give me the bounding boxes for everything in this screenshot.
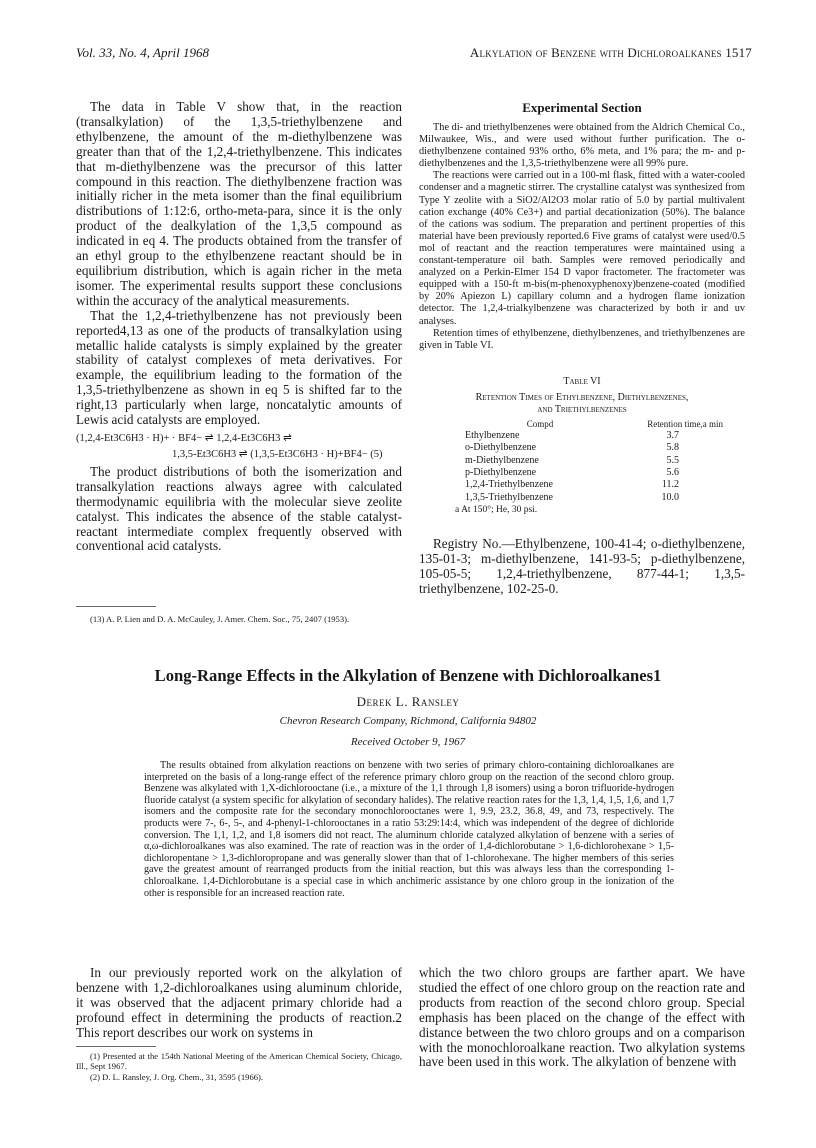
- table-vi: [419, 376, 745, 515]
- body-paragraph: That the 1,2,4-triethylbenzene has not previously been reported4,13 as one of the products of transalkylation using metallic halide catalysts is simply explained by the greater stability of catalyst complexes of meta derivatives. For example, the equilibrium leading to the formation of the 1,3,5-triethylbenzene as shown in eq 5 is shifted far to the right,13 particularly when large, noncatalytic amounts of Lewis acid catalysts are employed.: [76, 307, 402, 428]
- abstract: The results obtained from alkylation reactions on benzene with two series of primary chloro-containing dichloroalkanes are interpreted on the basis of a long-range effect of the reference primary chloro group on the reaction of the second chloro group. Benzene was alkylated with 1,X-dichlorooctane (i.e., a mixture of the 1,1 through 1,8 isomers) using a boron trifluoride-hydrogen fluoride catalyst (a system specific for alkylation of secondary halides). The relative reaction rates for the 1,3, 1,4, 1,5, 1,6, and 1,7 isomers and the composite rate for the secondary monochlorooctanes were 1, 9.9, 23.2, 36.8, 49, and 73, respectively. The products were 7-, 6-, 5-, and 4-phenyl-1-chlorooctanes in a ratio 53:29:14:4, which was independent of the degree of dichloride conversion. The 1,1, 1,2, and 1,8 isomers did not react. The aluminum chloride catalyzed alkylation of benzene with a series of α,ω-dichloroalkanes was also examined. The rate of reaction was in the order of 1,4-dichlorobutane > 1,6-dichlorohexane > 1,5-dichloropentane > 1,3-dichloropropane and was generally slower than that of 1-chlorohexane. The higher members of this series gave the greatest amount of rearranged products from the initial reaction, but this was always less than the corresponding 1-chloroalkane. 1,4-Dichlorobutane is a special case in which anchimeric assistance by one chloro group in the ionization of the other is responsible for an increased reaction rate.: [144, 760, 674, 899]
- table-row: [465, 442, 723, 454]
- retention-time-cell: 5.6: [666, 466, 679, 478]
- intro-right-column: [419, 966, 745, 1070]
- table-footnote: a At 150°; He, 30 psi.: [455, 504, 538, 515]
- equation-5-line-2: 1,3,5-Et3C6H3 ⇌ (1,3,5-Et3C6H3 · H)+BF4− (5): [172, 448, 383, 460]
- footnote-rule: [76, 606, 156, 607]
- footnote-2: (2) D. L. Ransley, J. Org. Chem., 31, 3595 (1966).: [90, 1071, 264, 1082]
- table-row: [465, 479, 723, 491]
- body-paragraph: The reactions were carried out in a 100-ml flask, fitted with a water-cooled condenser and a magnetic stirrer. The crystalline catalyst was synthesized from Type Y zeolite with a SiO2/Al2O3 molar ratio of 5.0 by partial multivalent cation exchange (40% Ce3+) and partial decationization (50%). The balance of the cations was sodium. The preparation and pertinent properties of this material have been previously reported.6 Five grams of catalyst were used/0.5 mol of reactant and the reaction temperatures were maintained using a constant-temperature oil bath. Samples were removed periodically and analyzed on a Perkin-Elmer 154 D vapor fractometer. The fractometer was equipped with a 150-ft m-bis(m-phenoxyphenoxy)benzene-coated (modified by 20% Apiezon L) capillary column and a hydrogen flame ionization detector. The 1,2,4-trialkylbenzene was characterized by both ir and uv analyses.: [419, 170, 745, 327]
- body-paragraph: The di- and triethylbenzenes were obtained from the Aldrich Chemical Co., Milwaukee, Wis., and were used without further purification. The o-diethylbenzene contained 93% ortho, 6% meta, and 1% para; the m- and p-diethylbenzenes and the 1,3,5-triethylbenzene were all 99% pure.: [419, 122, 745, 170]
- compound-cell: 1,2,4-Triethylbenzene: [465, 479, 553, 491]
- running-header-volume: Vol. 33, No. 4, April 1968: [76, 45, 210, 60]
- registry-numbers: Registry No.—Ethylbenzene, 100-41-4; o-diethylbenzene, 135-01-3; m-diethylbenzene, 141-93-5; p-diethylbenzene, 105-05-5; 1,2,4-triethylbenzene, 877-44-1; 1,3,5-triethylbenzene, 102-25-0.: [419, 535, 745, 596]
- running-header-title-page: Alkylation of Benzene with Dichloroalkanes 1517: [469, 45, 752, 60]
- retention-times-table: [465, 418, 723, 504]
- article-title: Long-Range Effects in the Alkylation of Benzene with Dichloroalkanes1: [154, 666, 662, 685]
- column-header: Compd: [526, 418, 554, 429]
- article-affiliation: Chevron Research Company, Richmond, California 94802: [279, 715, 537, 727]
- retention-time-cell: 11.2: [661, 479, 679, 491]
- intro-left-column: [76, 966, 402, 1082]
- column-header: Retention time,a min: [647, 418, 723, 429]
- compound-cell: 1,3,5-Triethylbenzene: [465, 491, 553, 503]
- table-title: and Triethylbenzenes: [537, 403, 627, 415]
- table-label: Table VI: [563, 375, 601, 387]
- table-row: [465, 467, 723, 479]
- body-paragraph: The data in Table V show that, in the reaction (transalkylation) of the 1,3,5-triethylbenzene and ethylbenzene, the amount of the m-diethylbenzene was greater than that of the 1,2,4-triethylbenzene. This indicates that m-diethylbenzene was the precursor of this latter compound in this reaction. The diethylbenzene fraction was initially richer in the meta isomer than the final equilibrium distributions of 1:12:6, ortho-meta-para, since it is the only product of the dealkylation of the 1,3,5 compound as indicated in eq 4. The products obtained from the transfer of an ethyl group to the ethylbenzene reactant should be in equilibrium distribution, which is again richer in the meta isomer. The experimental results support these conclusions within the accuracy of the analytical measurements.: [76, 99, 402, 308]
- table-row: [465, 430, 723, 442]
- right-column: [419, 100, 745, 596]
- equation-5-line-1: (1,2,4-Et3C6H3 · H)+ · BF4− ⇌ 1,2,4-Et3C6H3 ⇌: [76, 432, 292, 444]
- compound-cell: Ethylbenzene: [465, 430, 520, 442]
- footnote-rule: [76, 1046, 156, 1047]
- body-paragraph: The product distributions of both the isomerization and transalkylation reactions always agree with calculated thermodynamic equilibria with the molecular sieve zeolite catalyst. This indicates the absence of the stable catalyst-reactant intermediate complex frequently observed with conventional acid catalysts.: [76, 463, 402, 554]
- retention-time-cell: 5.5: [666, 454, 679, 466]
- table-row: [465, 492, 723, 504]
- body-paragraph: Retention times of ethylbenzene, diethylbenzenes, and triethylbenzenes are given in Table VI.: [419, 327, 745, 351]
- retention-time-cell: 5.8: [666, 442, 679, 454]
- body-paragraph: which the two chloro groups are farther apart. We have studied the effect of one chloro group on the reaction rate and products from reaction of the second chloro group. Special emphasis has been placed on the change of the effect with distance between the two chloro groups and on a comparison with the monochloroalkane reaction. Two alkylation systems have been used in this work. The alkylation of benzene with: [419, 965, 745, 1070]
- retention-time-cell: 3.7: [666, 430, 679, 442]
- received-date: Received October 9, 1967: [350, 736, 466, 748]
- footnote-1: (1) Presented at the 154th National Meeting of the American Chemical Society, Chicago, Ill., Sept 1967.: [76, 1050, 402, 1072]
- compound-cell: p-Diethylbenzene: [465, 466, 537, 478]
- compound-cell: o-Diethylbenzene: [465, 442, 537, 454]
- article-author: Derek L. Ransley: [356, 694, 460, 709]
- retention-time-cell: 10.0: [661, 491, 679, 503]
- footnote-13: (13) A. P. Lien and D. A. McCauley, J. Amer. Chem. Soc., 75, 2407 (1953).: [90, 614, 350, 624]
- section-heading: Experimental Section: [522, 100, 642, 115]
- body-paragraph: In our previously reported work on the alkylation of benzene with 1,2-dichloroalkanes using aluminum chloride, it was observed that the adjacent primary chloride had a profound effect in determining the products of reaction.2 This report describes our work on systems in: [76, 965, 402, 1040]
- table-title: Retention Times of Ethylbenzene, Diethylbenzenes,: [475, 391, 689, 403]
- compound-cell: m-Diethylbenzene: [465, 454, 539, 466]
- left-column: [76, 99, 402, 624]
- table-row: [465, 455, 723, 467]
